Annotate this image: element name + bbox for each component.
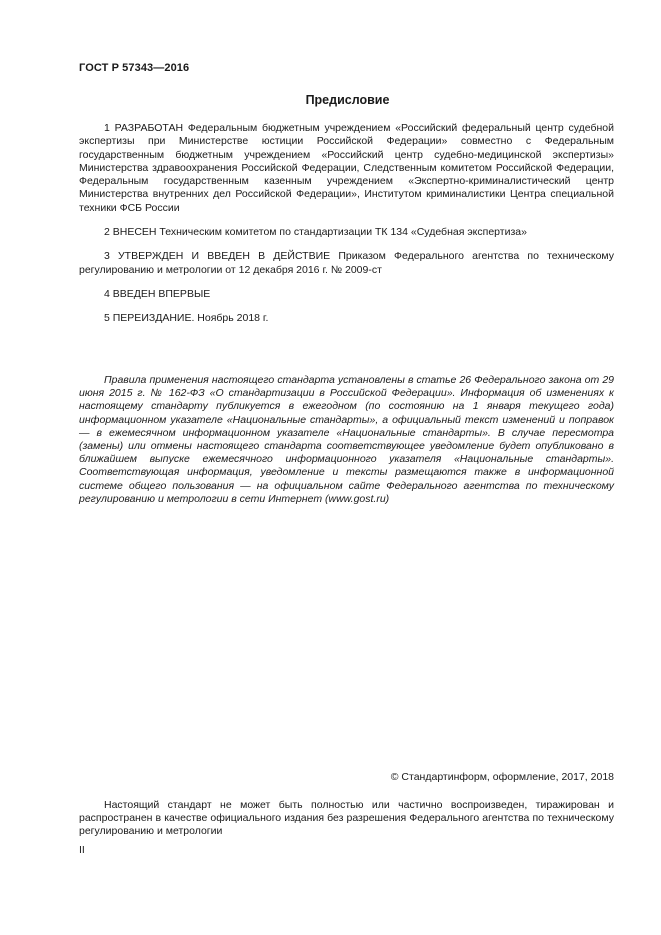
page-title: Предисловие — [305, 93, 390, 107]
rules-notice: Правила применения настоящего стандарта установлены в статье 26 Федерального закона от 29 июня 2015 г. № 162-ФЗ «О стандартизации в Российской Федерации». Информация об изменениях к настоящему стандарту публикуется в ежегодном (по состоянию на 1 января текущего года) информационном указателе «Национальные стандарты», а официальный текст изменений и поправок — в ежемесячном информационном указателе «Национальные стандарты». В случае пересмотра (замены) или отмены настоящего стандарта соответствующее уведомление будет опубликовано в ближайшем выпуске ежемесячного информационного указателя «Национальные стандарты». Соответствующая информация, уведомление и тексты размещаются также в информационной системе общего пользования — на официальном сайте Федерального агентства по техническому регулированию и метрологии в сети Интернет (www.gost.ru) — [79, 374, 614, 505]
reproduction-notice: Настоящий стандарт не может быть полностью или частично воспроизведен, тиражирован и распространен в качестве официального издания без разрешения Федерального агентства по техническому регулированию и метрологии — [79, 799, 614, 838]
doc-code: ГОСТ Р 57343—2016 — [79, 62, 190, 74]
copyright-line: © Стандартинформ, оформление, 2017, 2018 — [390, 771, 614, 783]
foreword-item: 2 ВНЕСЕН Техническим комитетом по стандартизации ТК 134 «Судебная экспертиза» — [104, 226, 527, 239]
page-number: II — [79, 844, 85, 856]
foreword-item: 4 ВВЕДЕН ВПЕРВЫЕ — [104, 287, 211, 300]
foreword-item: 3 УТВЕРЖДЕН И ВВЕДЕН В ДЕЙСТВИЕ Приказом Федерального агентства по техническому регулированию и метрологии от 12 декабря 2016 г. № 2009-ст — [79, 250, 614, 276]
foreword-items — [79, 122, 614, 337]
foreword-item: 5 ПЕРЕИЗДАНИЕ. Ноябрь 2018 г. — [104, 312, 269, 325]
foreword-item: 1 РАЗРАБОТАН Федеральным бюджетным учреждением «Российский федеральный центр судебной экспертизы при Министерстве юстиции Российской Федерации» совместно с Федеральным государственным бюджетным учреждением «Российский центр судебно-медицинской экспертизы» Министерства здравоохранения Российской Федерации, Следственным комитетом Российской Федерации, Федеральным государственным казенным учреждением «Экспертно-криминалистический центр Министерства внутренних дел Российской Федерации», Институтом криминалистики Центра специальной техники ФСБ России — [79, 122, 614, 214]
